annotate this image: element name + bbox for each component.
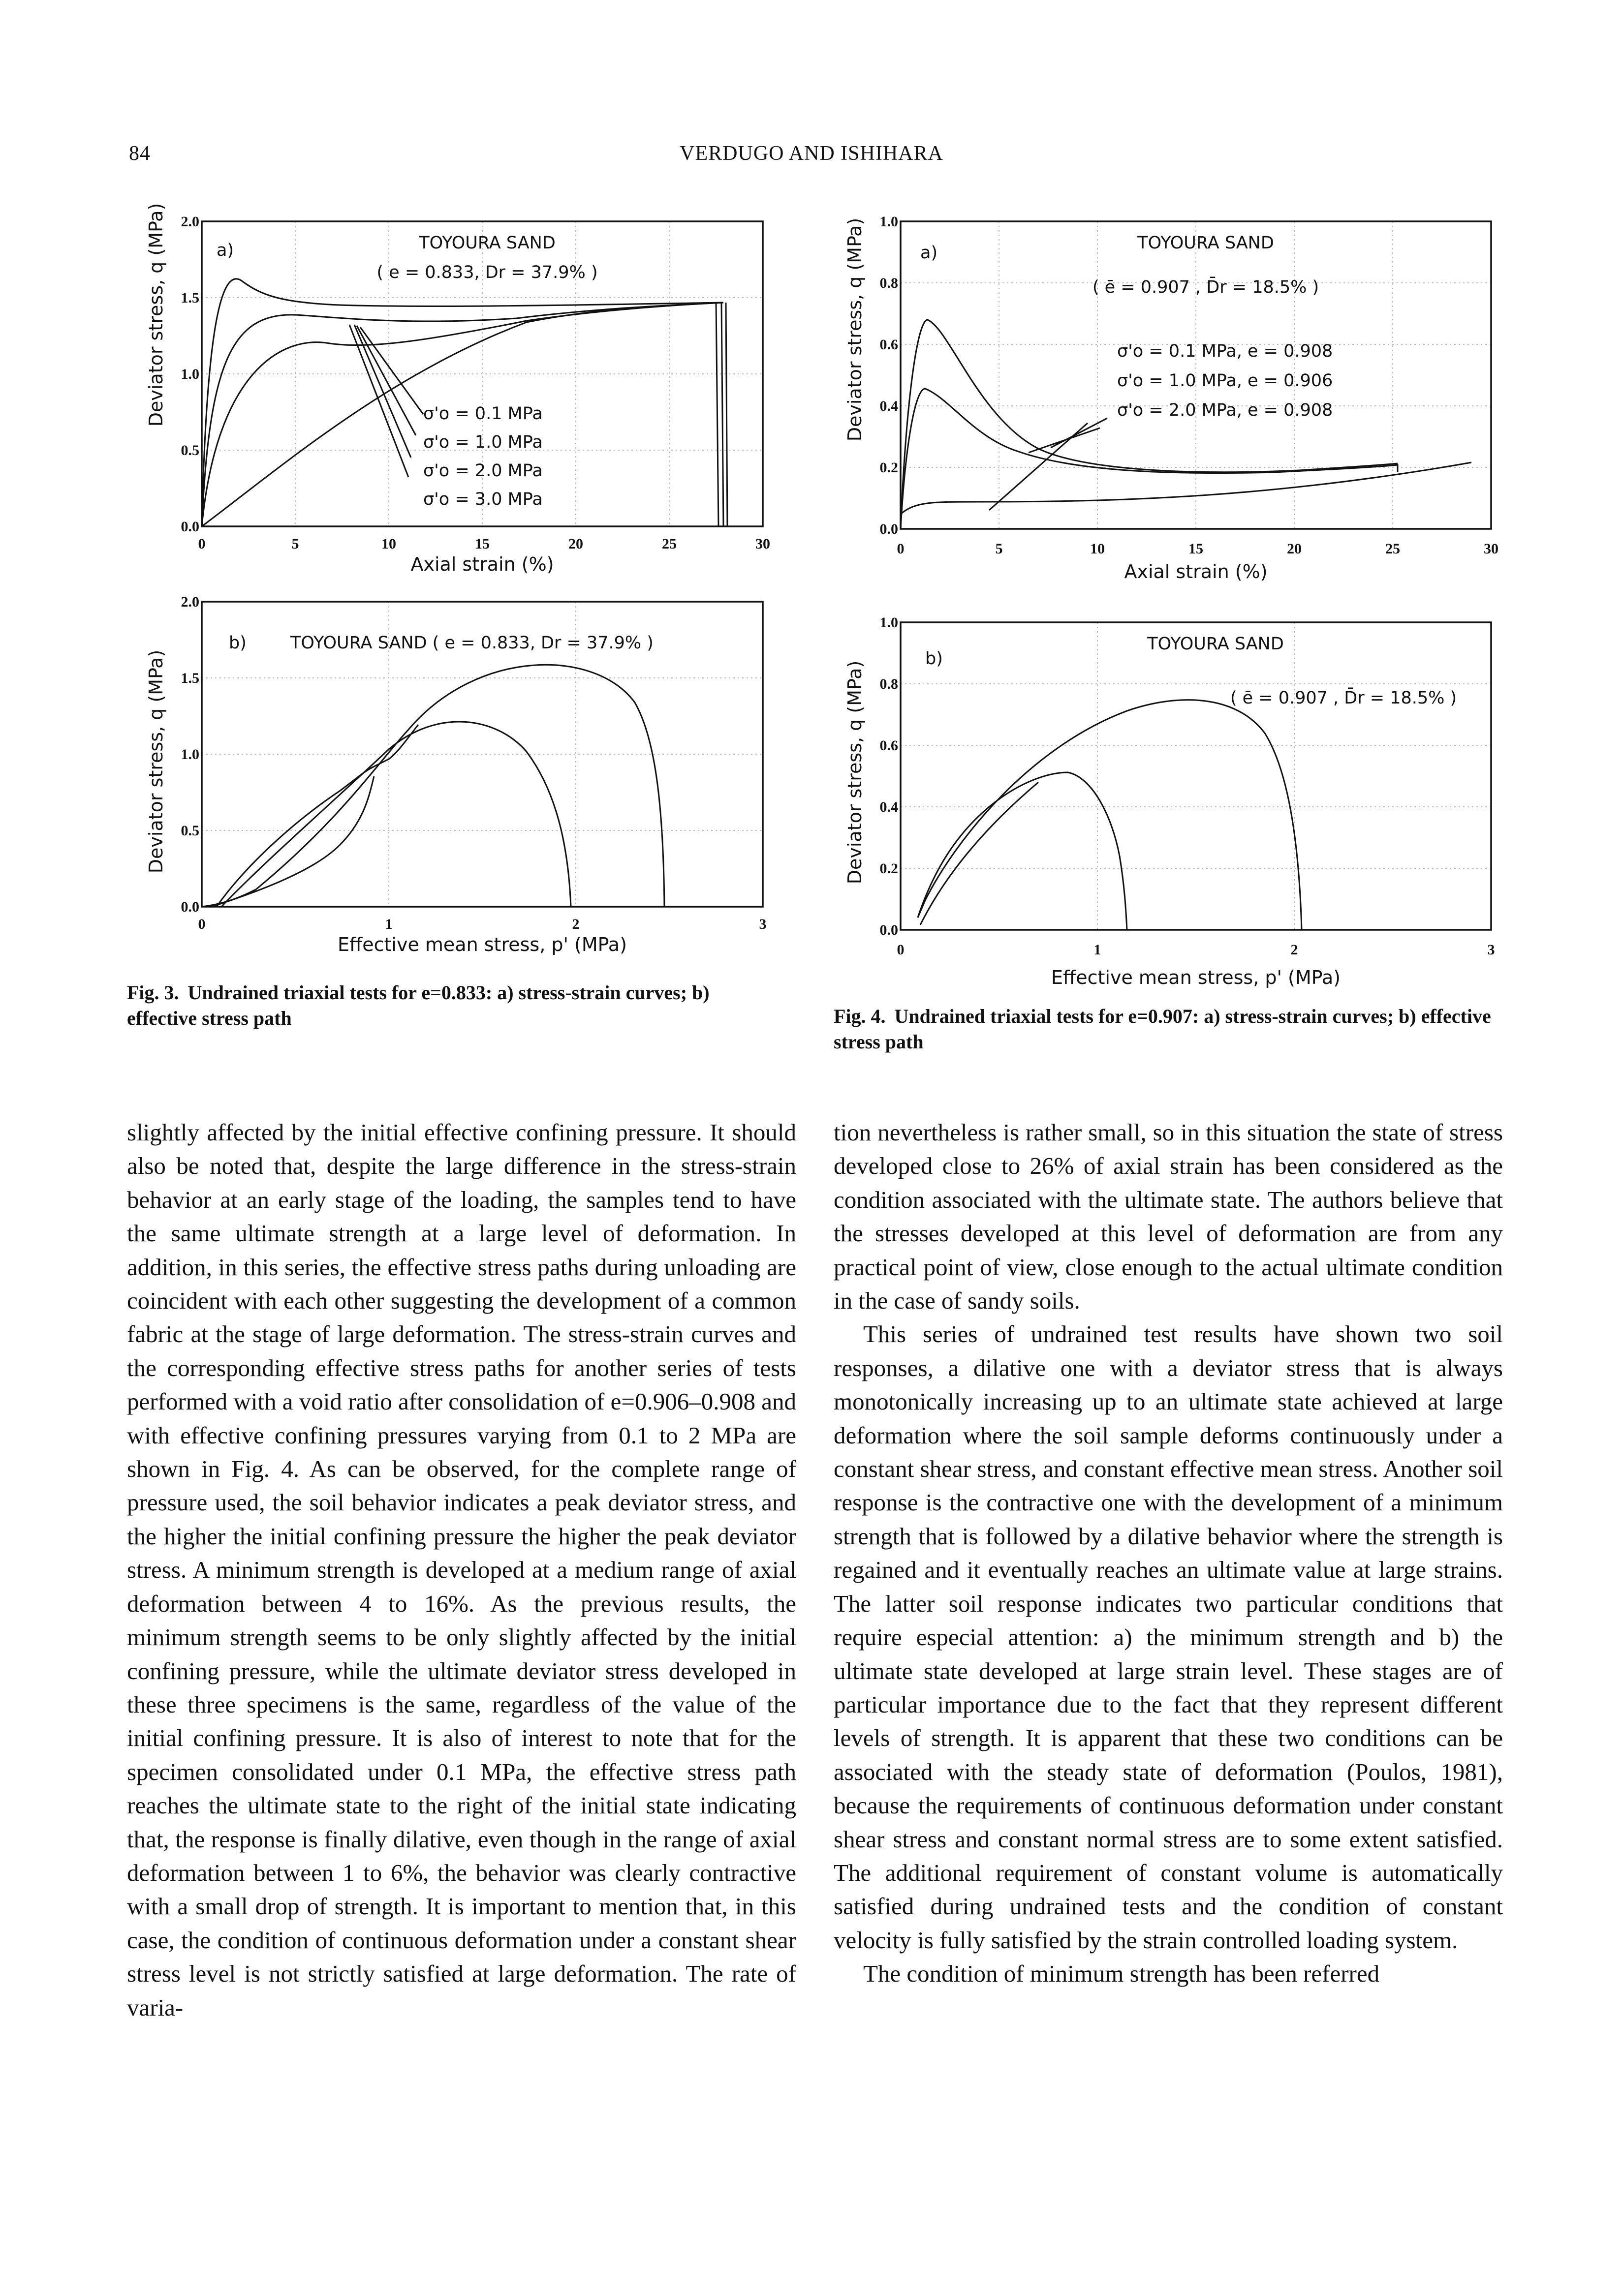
panel-label: b)	[229, 633, 247, 653]
legend-item: σ'o = 1.0 MPa	[423, 432, 543, 452]
x-tick: 1	[385, 916, 393, 932]
panel-label: a)	[217, 241, 234, 260]
y-tick: 0.0	[879, 521, 898, 537]
x-tick: 3	[1487, 942, 1495, 958]
title-block	[1092, 233, 1319, 297]
x-tick: 25	[1385, 541, 1400, 557]
y-axis-label: Deviator stress, q (MPa)	[145, 649, 167, 874]
y-axis-label: Deviator stress, q (MPa)	[145, 203, 167, 427]
x-tick: 30	[1484, 541, 1498, 557]
title-block	[376, 233, 597, 282]
panel-label: b)	[925, 649, 943, 669]
y-tick: 1.0	[181, 746, 199, 763]
y-tick: 0.0	[181, 519, 199, 535]
x-tick: 1	[1093, 942, 1101, 958]
chart-title: TOYOURA SAND	[1147, 634, 1284, 654]
y-axis-label: Deviator stress, q (MPa)	[844, 660, 866, 885]
y-tick: 1.5	[181, 290, 199, 306]
chart-subtitle: ( ē = 0.907 , D̄r = 18.5% )	[1092, 277, 1319, 297]
y-tick: 0.2	[879, 459, 898, 476]
x-tick: 2	[1290, 942, 1298, 958]
x-ticks	[897, 942, 1495, 958]
x-tick: 10	[1090, 541, 1105, 557]
x-tick: 20	[568, 536, 583, 552]
caption-label: Fig. 4.	[834, 1005, 886, 1027]
y-tick: 2.0	[181, 214, 199, 230]
x-tick: 5	[291, 536, 299, 552]
paragraph: This series of undrained test results have shown two soil responses, a dilative one with a deviator stress that is always monotonically increasing up to an ultimate state achieved at large deformation where the soil sample deforms continuously under a constant shear stress, and constant effective mean stress. Another soil response is the contractive one with the development of a minimum strength that is followed by a dilative behavior where the strength is regained and it eventually reaches an ultimate value at large strains. The latter soil response indicates two particular conditions that require especial attention: a) the minimum strength and b) the ultimate state developed at large strain level. These stages are of particular importance due to the fact that they represent different levels of strength. It is apparent that these two conditions can be associated with the steady state of deformation (Poulos, 1981), because the requirements of continuous deformation under constant shear stress and constant normal stress are to some extent satisfied. The additional requirement of constant volume is automatically satisfied during undrained tests and the condition of constant velocity is fully satisfied by the strain controlled loading system.	[834, 1320, 1503, 1954]
x-axis-label: Axial strain (%)	[410, 553, 554, 575]
y-tick: 1.0	[879, 614, 898, 631]
y-tick: 0.4	[879, 398, 898, 414]
x-tick: 0	[198, 916, 206, 932]
figure-4-caption	[834, 1004, 1503, 1055]
x-tick: 0	[198, 536, 206, 552]
x-tick: 0	[897, 541, 905, 557]
figure-3-caption	[127, 980, 767, 1031]
legend-item: σ'o = 2.0 MPa	[423, 461, 543, 481]
curves	[202, 665, 664, 907]
y-tick: 0.0	[879, 922, 898, 938]
legend	[423, 404, 543, 509]
x-axis-label: Axial strain (%)	[1124, 561, 1268, 582]
y-axis-label: Deviator stress, q (MPa)	[844, 217, 866, 442]
y-tick: 0.6	[879, 737, 898, 754]
x-ticks	[198, 916, 767, 932]
y-axis-title	[145, 203, 167, 427]
plot-frame	[901, 622, 1491, 930]
x-ticks	[897, 541, 1499, 557]
x-axis-label: Effective mean stress, p' (MPa)	[1051, 967, 1341, 988]
y-ticks	[181, 594, 200, 915]
x-tick: 5	[995, 541, 1003, 557]
x-tick: 2	[572, 916, 580, 932]
title-block	[1147, 634, 1457, 708]
x-tick: 10	[381, 536, 396, 552]
figure-3a	[133, 203, 782, 585]
y-tick: 0.0	[181, 899, 199, 915]
panel-label: a)	[920, 243, 938, 263]
x-axis-label: Effective mean stress, p' (MPa)	[338, 934, 627, 955]
x-tick: 0	[897, 942, 905, 958]
figure-4b	[832, 610, 1501, 999]
legend	[1117, 341, 1333, 420]
y-tick: 1.0	[879, 214, 898, 230]
chart-title: TOYOURA SAND ( e = 0.833, Dr = 37.9% )	[290, 633, 654, 653]
y-tick: 1.5	[181, 670, 199, 686]
running-head: VERDUGO AND ISHIHARA	[680, 142, 943, 165]
caption-label: Fig. 3.	[127, 981, 179, 1004]
caption-text: Undrained triaxial tests for e=0.833: a) stress-strain curves; b) effective stress path	[127, 981, 710, 1029]
y-tick: 2.0	[181, 594, 199, 610]
legend-item: σ'o = 1.0 MPa, e = 0.906	[1117, 371, 1333, 391]
legend-item: σ'o = 0.1 MPa	[423, 404, 543, 424]
curves	[918, 700, 1302, 930]
y-tick: 0.2	[879, 860, 898, 877]
y-tick: 0.8	[879, 676, 898, 692]
chart-subtitle: ( ē = 0.907 , D̄r = 18.5% )	[1230, 688, 1457, 708]
y-tick: 1.0	[181, 366, 199, 382]
y-ticks	[181, 214, 200, 535]
legend-item: σ'o = 3.0 MPa	[423, 490, 543, 509]
body-column-left	[127, 1116, 796, 2024]
y-tick: 0.8	[879, 275, 898, 291]
body-column-right	[834, 1116, 1503, 1991]
x-tick: 15	[1188, 541, 1203, 557]
y-tick: 0.5	[181, 823, 199, 839]
x-tick: 30	[755, 536, 770, 552]
y-tick: 0.4	[879, 799, 898, 815]
figure-3b	[133, 589, 782, 963]
paragraph: slightly affected by the initial effective confining pressure. It should also be noted that, despite the large difference in the stress-strain behavior at an early stage of the loading, the samples tend to have the same ultimate strength at a large level of deformation. In addition, in this series, the effective stress paths during unloading are coincident with each other suggesting the development of a common fabric at the stage of large deformation. The stress-strain curves and the corresponding effective stress paths for another series of tests performed with a void ratio after consolidation of e=0.906–0.908 and with effective confining pressures varying from 0.1 to 2 MPa are shown in Fig. 4. As can be observed, for the complete range of pressure used, the soil behavior indicates a peak deviator stress, and the higher the initial confining pressure the higher the peak deviator stress. A minimum strength is developed at a medium range of axial deformation between 4 to 16%. As the previous results, the minimum strength seems to be only slightly affected by the initial confining pressure, while the ultimate deviator stress developed in these three specimens is the same, regardless of the value of the initial confining pressure. It is also of interest to note that for the specimen consolidated under 0.1 MPa, the effective stress path reaches the ultimate state to the right of the initial state indicating that, the response is finally dilative, even though in the range of axial deformation between 1 to 6%, the behavior was clearly contractive with a small drop of strength. It is important to mention that, in this case, the condition of continuous deformation under a constant shear stress level is not strictly satisfied at large deformation. The rate of varia-	[127, 1119, 796, 2021]
y-tick: 0.6	[879, 337, 898, 353]
chart-title: TOYOURA SAND	[1137, 233, 1274, 253]
chart-title: TOYOURA SAND	[419, 233, 556, 253]
legend-item: σ'o = 0.1 MPa, e = 0.908	[1117, 341, 1333, 361]
x-ticks	[198, 536, 771, 552]
paragraph: The condition of minimum strength has been referred	[863, 1960, 1380, 1988]
chart-subtitle: ( e = 0.833, Dr = 37.9% )	[376, 263, 598, 282]
x-tick: 3	[759, 916, 767, 932]
page-number: 84	[129, 142, 151, 165]
x-tick: 20	[1287, 541, 1302, 557]
paragraph: tion nevertheless is rather small, so in this situation the state of stress developed close to 26% of axial strain has been considered as the condition associated with the ultimate state. The authors believe that the stresses developed at this level of deformation are from any practical point of view, close enough to the actual ultimate condition in the case of sandy soils.	[834, 1119, 1503, 1315]
caption-text: Undrained triaxial tests for e=0.907: a) stress-strain curves; b) effective stress path	[834, 1005, 1491, 1053]
y-ticks	[880, 214, 899, 537]
y-ticks	[880, 614, 899, 938]
y-tick: 0.5	[181, 442, 199, 459]
x-tick: 15	[475, 536, 490, 552]
x-tick: 25	[662, 536, 677, 552]
figure-4a	[832, 207, 1501, 595]
legend-item: σ'o = 2.0 MPa, e = 0.908	[1117, 400, 1333, 420]
